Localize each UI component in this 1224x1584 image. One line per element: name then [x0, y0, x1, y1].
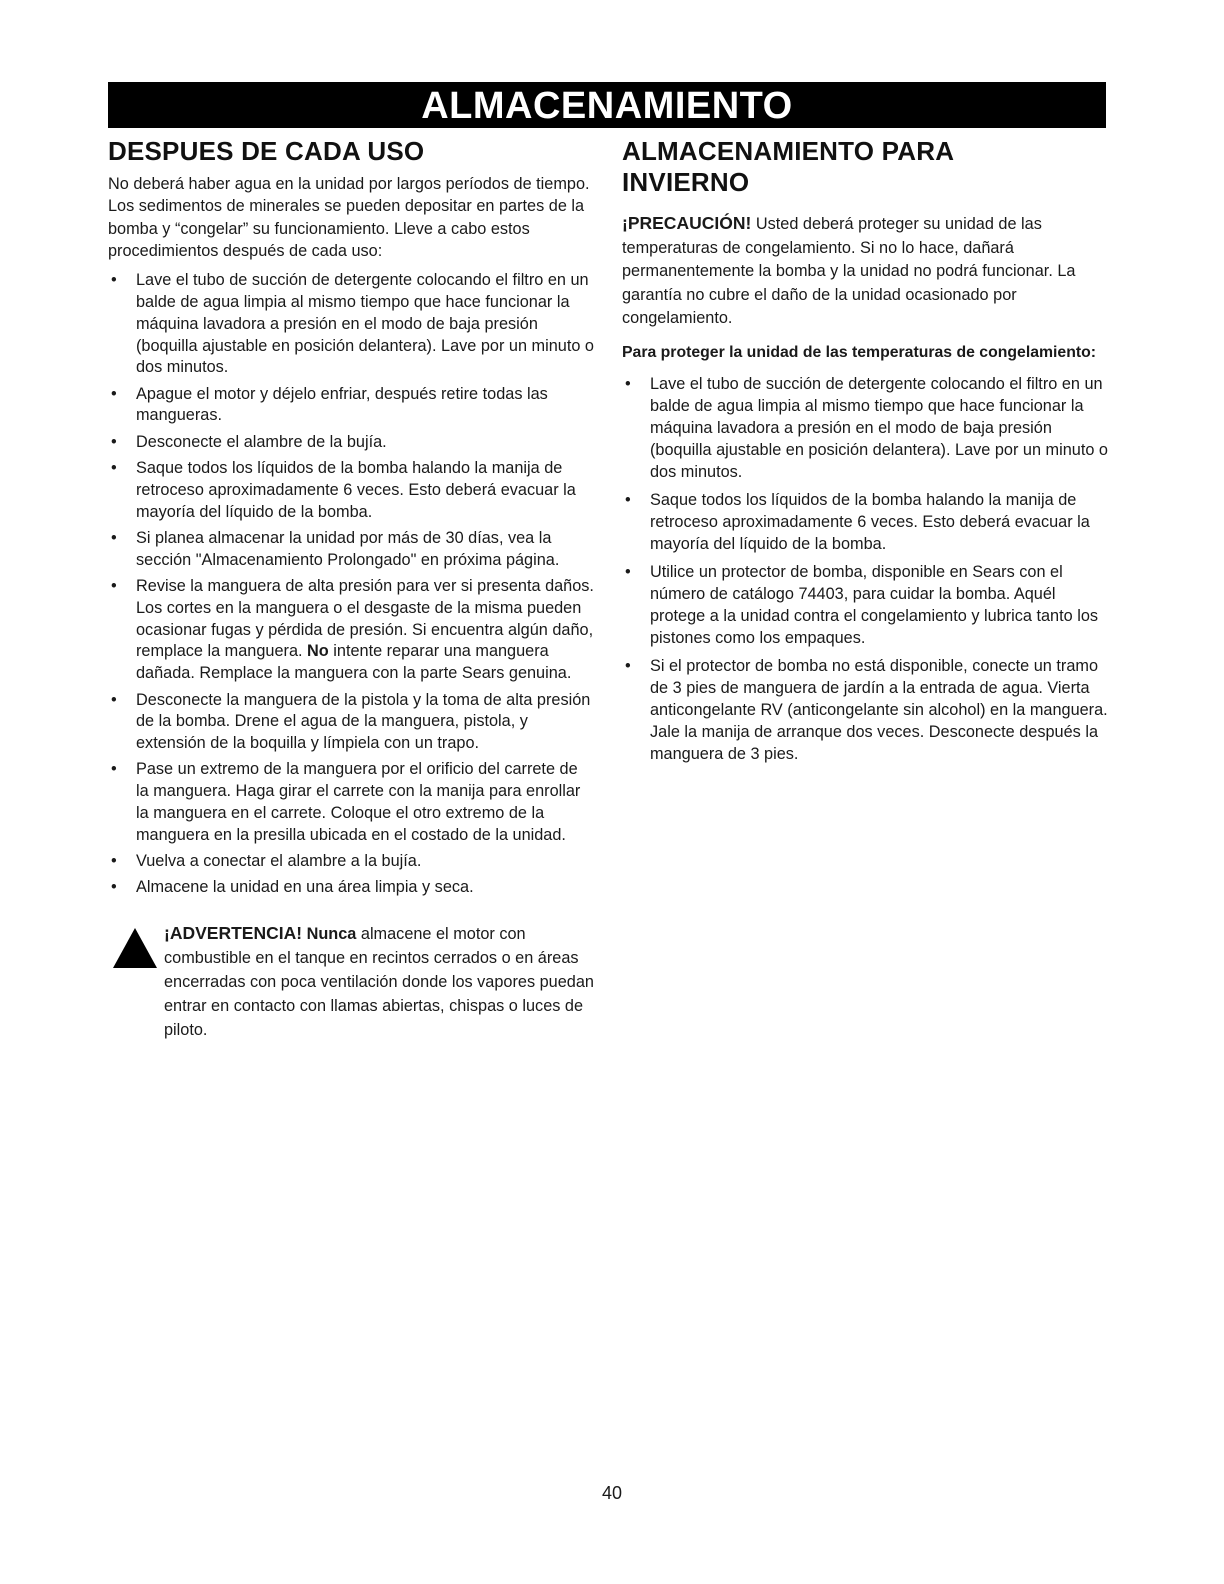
list-item: • Desconecte el alambre de la bujía. — [108, 432, 594, 454]
list-item: • Utilice un protector de bomba, disponible en Sears con el número de catálogo 74403, para cuidar la bomba. Aquél protege a la unidad contra el congelamiento y lubrica tanto los pistones como los empaques. — [625, 562, 1099, 647]
after-each-use-list — [108, 270, 594, 899]
bullet-icon: • — [625, 656, 631, 675]
bullet-icon: • — [111, 384, 117, 403]
winter-storage-list — [622, 373, 1110, 765]
bullet-icon: • — [111, 271, 117, 290]
bullet-icon: • — [625, 374, 631, 393]
left-column — [108, 136, 594, 1042]
list-item: • Lave el tubo de succión de detergente colocando el filtro en un balde de agua limpia al mismo tiempo que hace funcionar la máquina lavadora a presión en el modo de baja presión (boquilla ajustable en posición delantera). Lave por un minuto o dos minutos. — [111, 271, 594, 377]
warning-block — [108, 921, 594, 1042]
warning-text: ¡ADVERTENCIA! Nunca almacene el motor con combustible en el tanque en recintos cerrados o en áreas encerradas con poca ventilación donde los vapores puedan entrar en contacto con llamas abiertas, chispas o luces de piloto. — [164, 923, 594, 1040]
list-item: • Revise la manguera de alta presión para ver si presenta daños. Los cortes en la manguera o el desgaste de la misma pueden ocasionar fugas y pérdida de presión. Si encuentra algún daño, remplace la manguera. No intente reparar una manguera dañada. Remplace la manguera con la parte Sears genuina. — [111, 577, 594, 683]
page-number: 40 — [601, 1483, 623, 1503]
bullet-icon: • — [625, 490, 631, 509]
bullet-icon: • — [111, 459, 117, 478]
warning-triangle-icon — [112, 927, 158, 969]
bullet-icon: • — [111, 852, 117, 871]
bullet-icon: • — [111, 528, 117, 547]
list-item: • Almacene la unidad en una área limpia y seca. — [108, 877, 594, 899]
emphasis-no: No — [307, 642, 329, 661]
protect-subheading: Para proteger la unidad de las temperaturas de congelamiento: — [622, 343, 1097, 361]
list-item: • Si el protector de bomba no está disponible, conecte un tramo de 3 pies de manguera de jardín a la entrada de agua. Vierta anticongelante RV (anticongelante sin alcohol) en la manguera. Jale la manija de arranque dos veces. Desconecte después la manguera de 3 pies. — [625, 656, 1108, 763]
after-each-use-intro: No deberá haber agua en la unidad por largos períodos de tiempo. Los sedimentos de minerales se pueden depositar en partes de la bomba y “congelar” su funcionamiento. Lleve a cabo estos procedimientos después de cada uso: — [108, 175, 590, 260]
list-item: • Si planea almacenar la unidad por más de 30 días, vea la sección "Almacenamiento Prolongado" en próxima página. — [111, 528, 560, 569]
section-banner: ALMACENAMIENTO — [108, 82, 1106, 128]
bullet-icon: • — [111, 577, 117, 596]
list-item: • Lave el tubo de succión de detergente colocando el filtro en un balde de agua limpia al mismo tiempo que hace funcionar la máquina lavadora a presión en el modo de baja presión (boquilla ajustable en posición delantera). Lave por un minuto o dos minutos. — [625, 374, 1108, 481]
bullet-icon: • — [111, 760, 117, 779]
list-item: • Saque todos los líquidos de la bomba halando la manija de retroceso aproximadamente 6 veces. Esto deberá evacuar la mayoría del líquido de la bomba. — [111, 459, 576, 521]
caution-paragraph: ¡PRECAUCIÓN! Usted deberá proteger su unidad de las temperaturas de congelamiento. Si no lo hace, dañará permanentemente la bomba y la unidad no podrá funcionar. La garantía no cubre el daño de la unidad ocasionado por congelamiento. — [622, 213, 1076, 327]
caution-label: ¡PRECAUCIÓN! — [622, 213, 752, 233]
list-item: • Desconecte la manguera de la pistola y la toma de alta presión de la bomba. Drene el agua de la manguera, pistola, y extensión de la boquilla y límpiela con un trapo. — [111, 690, 591, 753]
list-item: • Saque todos los líquidos de la bomba halando la manija de retroceso aproximadamente 6 veces. Esto deberá evacuar la mayoría del líquido de la bomba. — [625, 490, 1090, 553]
list-item: • Vuelva a conectar el alambre a la bujía. — [108, 851, 594, 873]
bullet-icon: • — [111, 432, 117, 451]
list-item: • Apague el motor y déjelo enfriar, después retire todas las mangueras. — [111, 384, 548, 425]
bullet-icon: • — [111, 878, 117, 897]
warning-label: ¡ADVERTENCIA! — [164, 923, 303, 944]
after-each-use-heading: DESPUES DE CADA USO — [108, 136, 425, 166]
list-item: • Pase un extremo de la manguera por el orificio del carrete de la manguera. Haga girar el carrete con la manija para enrollar la manguera en el carrete. Coloque el otro extremo de la manguera en la presilla ubicada en el costado de la unidad. — [111, 760, 581, 844]
right-column — [622, 136, 1110, 771]
bullet-icon: • — [625, 562, 631, 581]
winter-storage-heading: ALMACENAMIENTO PARA INVIERNO — [622, 136, 955, 197]
bullet-icon: • — [111, 690, 117, 709]
